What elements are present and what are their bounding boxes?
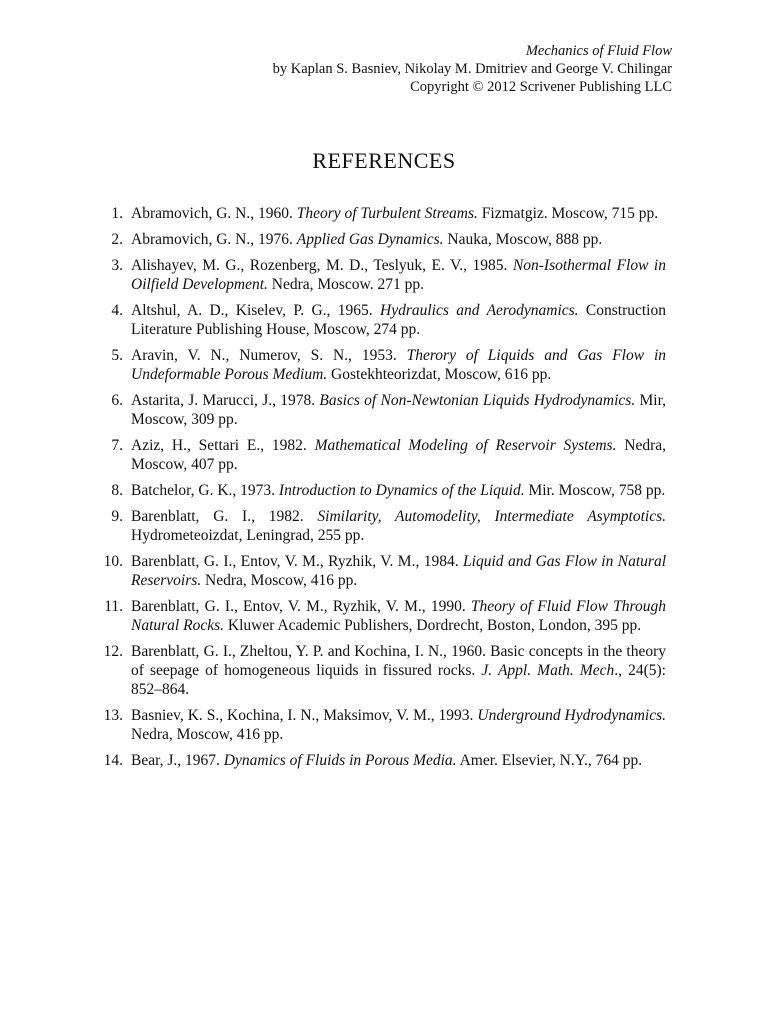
reference-number: 7. [111,437,123,454]
reference-authors-year: Barenblatt, G. I., 1982. [131,508,318,525]
reference-item [96,642,666,699]
reference-publisher: Nedra, Moscow, 407 pp. [131,437,666,473]
reference-authors-year: Aravin, V. N., Numerov, S. N., 1953. [131,347,407,364]
section-title: REFERENCES [312,148,456,173]
reference-publisher: Hydrometeoizdat, Leningrad, 255 pp. [131,527,365,544]
reference-item [96,256,666,294]
reference-item [96,597,666,635]
reference-authors-year: Altshul, A. D., Kiselev, P. G., 1965. [131,302,380,319]
reference-number: 14. [103,752,123,769]
reference-title: Basics of Non-Newtonian Liquids Hydrodynamics. [319,392,636,409]
reference-number: 5. [111,347,123,364]
reference-authors-year: Batchelor, G. K., 1973. [131,482,279,499]
reference-item [96,204,666,223]
reference-number: 9. [111,508,123,525]
reference-number: 6. [111,392,123,409]
reference-title: Similarity, Automodelity, Intermediate Asymptotics. [317,508,666,525]
reference-publisher: Mir. Moscow, 758 pp. [524,482,666,499]
reference-title: Applied Gas Dynamics. [296,231,444,248]
reference-publisher: Fizmatgiz. Moscow, 715 pp. [477,205,659,222]
reference-title: Theory of Fluid Flow Through Natural Rocks. [131,598,666,634]
reference-number: 2. [111,231,123,248]
reference-item [96,230,666,249]
reference-item [96,391,666,429]
reference-authors-year: Alishayev, M. G., Rozenberg, M. D., Teslyuk, E. V., 1985. [131,257,513,274]
reference-item [96,436,666,474]
reference-number: 12. [103,643,123,660]
reference-item [96,751,666,770]
reference-title: Hydraulics and Aerodynamics. [380,302,579,319]
reference-title: Therory of Liquids and Gas Flow in Undeformable Porous Medium. [131,347,667,383]
reference-publisher: Construction Literature Publishing House, Moscow, 274 pp. [131,302,666,338]
reference-authors-year: Bear, J., 1967. [131,752,224,769]
copyright-notice: Copyright © 2012 Scrivener Publishing LLC [410,79,672,95]
reference-publisher: Mir, Moscow, 309 pp. [131,392,666,428]
reference-number: 8. [111,482,123,499]
reference-authors-year: Abramovich, G. N., 1976. [131,231,297,248]
reference-item [96,301,666,339]
reference-publisher: Gostekhteorizdat, Moscow, 616 pp. [327,366,552,383]
reference-item [96,552,666,590]
book-authors: by Kaplan S. Basniev, Nikolay M. Dmitriev and George V. Chilingar [272,61,672,77]
reference-item [96,346,666,384]
reference-publisher: Amer. Elsevier, N.Y., 764 pp. [456,752,643,769]
reference-number: 13. [103,707,123,724]
reference-title: Liquid and Gas Flow in Natural Reservoirs. [131,553,666,589]
book-title: Mechanics of Fluid Flow [525,43,672,59]
reference-title: Underground Hydrodynamics. [477,707,666,724]
reference-list [96,204,666,777]
reference-title: Mathematical Modeling of Reservoir Systems. [314,437,617,454]
reference-number: 1. [111,205,123,222]
reference-authors-year: Basniev, K. S., Kochina, I. N., Maksimov, V. M., 1993. [131,707,478,724]
reference-publisher: ., 24(5): 852–864. [131,662,666,698]
reference-number: 4. [111,302,123,319]
reference-title: Dynamics of Fluids in Porous Media. [223,752,457,769]
running-header [273,42,672,96]
reference-title: Non-Isothermal Flow in Oilfield Development. [131,257,666,293]
reference-title: Introduction to Dynamics of the Liquid. [278,482,525,499]
reference-authors-year: Barenblatt, G. I., Zheltou, Y. P. and Kochina, I. N., 1960. Basic concepts in the theory of seepage of homogeneous liquids in fissured rocks. [131,643,666,679]
reference-authors-year: Barenblatt, G. I., Entov, V. M., Ryzhik, V. M., 1990. [131,598,471,615]
reference-title: J. Appl. Math. Mech [481,662,615,679]
reference-publisher: Kluwer Academic Publishers, Dordrecht, Boston, London, 395 pp. [224,617,642,634]
reference-number: 3. [111,257,123,274]
reference-authors-year: Aziz, H., Settari E., 1982. [131,437,315,454]
reference-authors-year: Abramovich, G. N., 1960. [131,205,297,222]
reference-authors-year: Barenblatt, G. I., Entov, V. M., Ryzhik, V. M., 1984. [131,553,464,570]
reference-item [96,507,666,545]
reference-number: 10. [103,553,123,570]
reference-item [96,481,666,500]
reference-publisher: Nedra, Moscow. 271 pp. [267,276,424,293]
reference-publisher: Nauka, Moscow, 888 pp. [443,231,603,248]
reference-item [96,706,666,744]
reference-publisher: Nedra, Moscow, 416 pp. [201,572,358,589]
reference-publisher: Nedra, Moscow, 416 pp. [131,726,284,743]
reference-authors-year: Astarita, J. Marucci, J., 1978. [131,392,320,409]
reference-title: Theory of Turbulent Streams. [296,205,478,222]
reference-number: 11. [104,598,123,615]
